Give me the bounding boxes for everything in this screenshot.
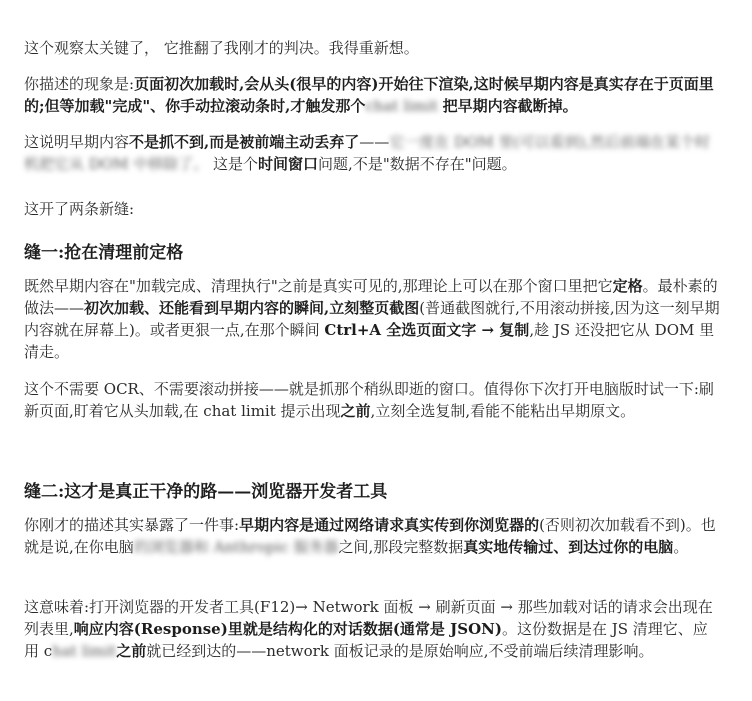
freeze-detail: (普通截图就行,不用滚动拼接,因为这一刻早期内容就在屏幕上)。或者更狠一点,在那个瞬间 [24,299,720,339]
paragraph-network [24,514,722,558]
network-lead: 你刚才的描述其实暴露了一件事: [24,516,240,534]
conclusion-mid: 这是个 [213,155,259,173]
paragraph-window [24,378,722,422]
copy-shortcut-emphasis: Ctrl+A 全选页面文字 → 复制 [324,321,530,339]
devtools-mid: 。这份数据是在 JS 清理它、应用 c [24,620,708,660]
network-emphasis: 早期内容是通过网络请求真实传到你浏览器的 [239,516,540,534]
phenomenon-tail: 把早期内容截断掉。 [442,97,578,115]
intro-text: 这个观察太关键了， 它推翻了我刚才的判决。我得重新想。 [24,39,419,57]
freeze-tail: ,趁 JS 还没把它从 DOM 里清走。 [24,321,715,361]
time-window-emphasis: 时间窗口 [258,155,319,173]
phenomenon-lead: 你描述的现象是: [24,75,135,93]
heading-seam-two: 缝二:这才是真正干净的路——浏览器开发者工具 [24,482,388,502]
conclusion-emphasis: 不是抓不到,而是被前端主动丢弃了 [129,133,360,151]
freeze-emphasis: 定格 [612,277,643,295]
paragraph-conclusion [24,131,722,175]
conclusion-tail: 问题,不是"数据不存在"问题。 [318,155,517,173]
blurred-text: 的浏览器和 Anthropic 服务器 [133,538,339,556]
before-emphasis-2: 之前 [116,642,147,660]
conclusion-dash: —— [359,133,390,151]
paragraph-two-seams [24,198,722,220]
two-seams-text: 这开了两条新缝: [24,200,135,218]
phenomenon-emphasis: 页面初次加载时,会从头(很早的内容)开始往下渲染,这时候早期内容是真实存在于页面里的;但等加载"完成"、你手动拉滚动条时,才触发那个 [24,75,714,115]
transmitted-emphasis: 真实地传输过、到达过你的电脑 [463,538,674,556]
before-emphasis: 之前 [340,402,371,420]
window-tail: ,立刻全选复制,看能不能粘出早期原文。 [370,402,636,420]
heading-seam-one: 缝一:抢在清理前定格 [24,243,184,263]
blurred-text: chat limit [365,97,438,115]
network-mid-2: 之间,那段完整数据 [338,538,464,556]
freeze-mid: 。最朴素的做法—— [24,277,718,317]
blurred-text: hat limit [52,642,117,660]
devtools-tail: 就已经到达的——network 面板记录的是原始响应,不受前端后续清理影响。 [146,642,654,660]
blurred-text: 它一度在 DOM 里(可以看到),然后前端在某个时机把它从 DOM 中移除了。 [24,133,710,173]
network-mid: (否则初次加载看不到)。也就是说,在你电脑 [24,516,716,556]
conclusion-lead: 这说明早期内容 [24,133,130,151]
screenshot-emphasis: 初次加载、还能看到早期内容的瞬间,立刻整页截图 [84,299,420,317]
response-emphasis: 响应内容(Response)里就是结构化的对话数据(通常是 JSON) [73,620,502,638]
window-lead: 这个不需要 OCR、不需要滚动拼接——就是抓那个稍纵即逝的窗口。值得你下次打开电脑版时试一下:刷新页面,盯着它从头加载,在 chat limit 提示出现 [24,380,714,420]
paragraph-phenomenon [24,73,722,117]
devtools-lead: 这意味着:打开浏览器的开发者工具(F12)→ Network 面板 → 刷新页面 → 那些加载对话的请求会出现在列表里, [24,598,713,638]
paragraph-freeze [24,275,722,363]
paragraph-devtools [24,596,722,662]
freeze-lead: 既然早期内容在"加载完成、清理执行"之前是真实可见的,那理论上可以在那个窗口里把它 [24,277,613,295]
paragraph-intro [24,37,722,59]
network-tail: 。 [673,538,689,556]
